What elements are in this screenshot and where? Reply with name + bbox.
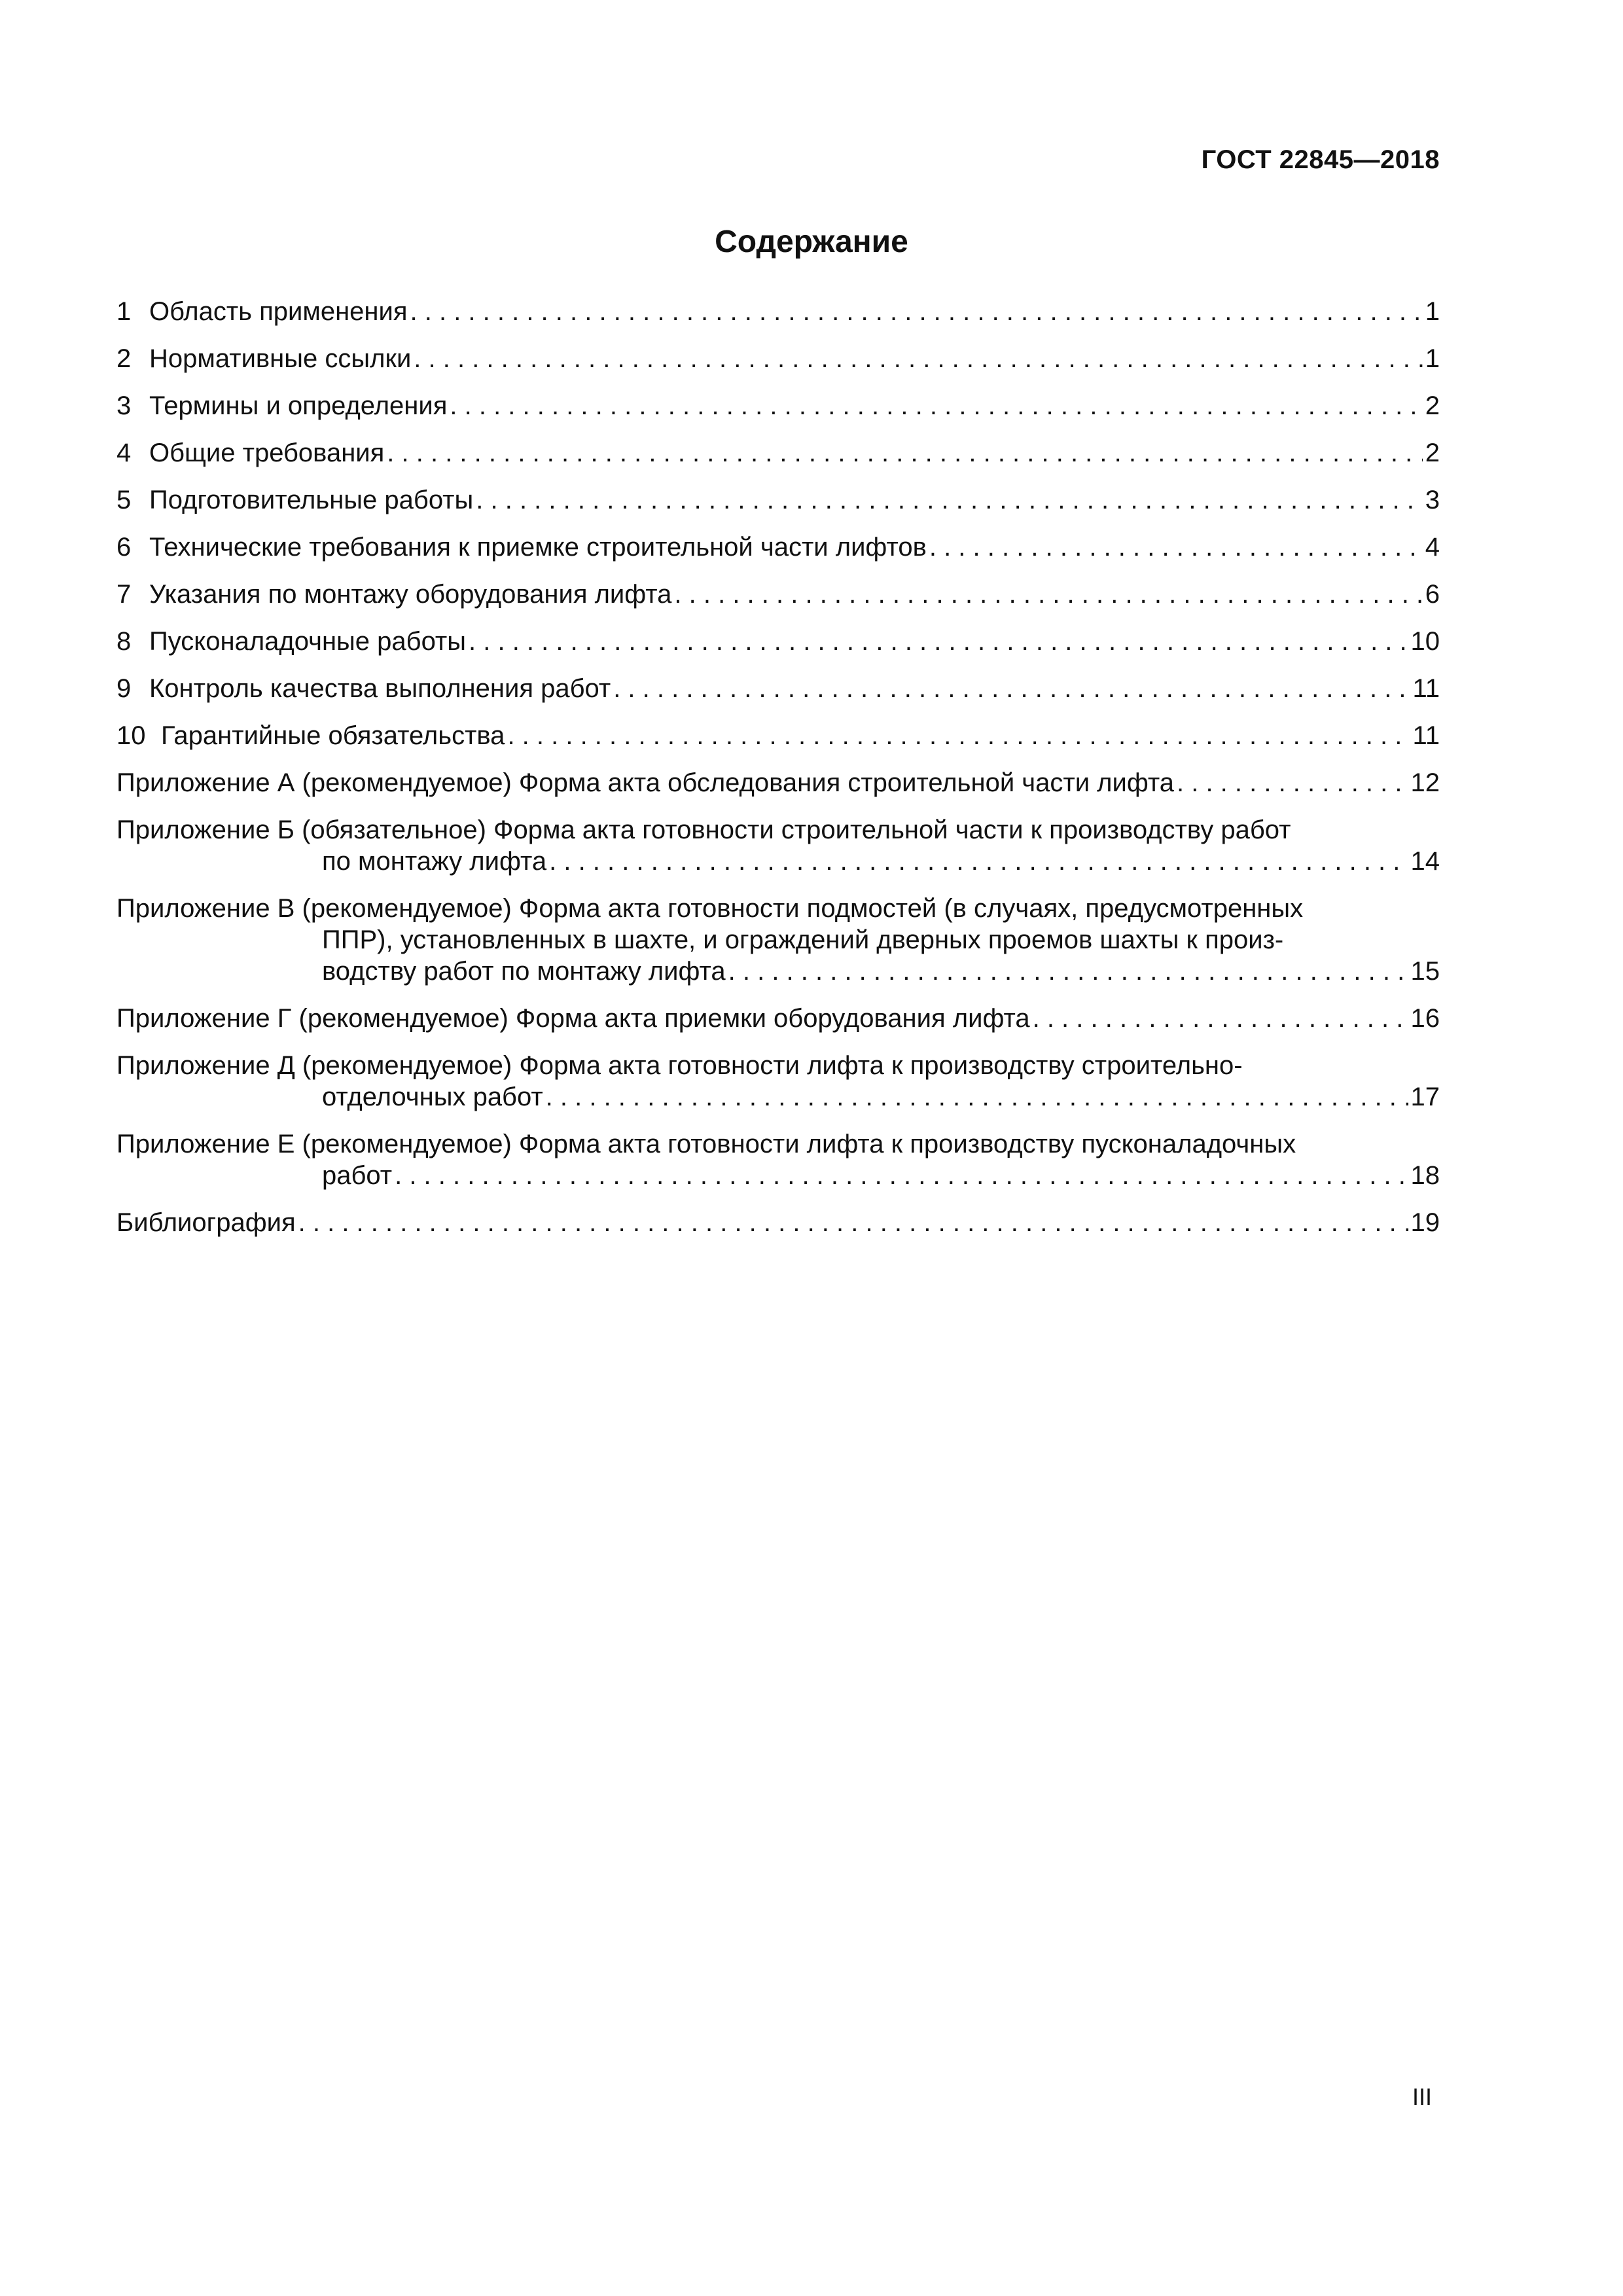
toc-entry-last-line [116, 846, 1440, 877]
toc-entry-text: работ [322, 1161, 393, 1190]
toc-entry-last-line [116, 956, 1440, 987]
toc-entry-title [116, 816, 1291, 844]
toc-entry-number: 1 [116, 297, 132, 326]
toc-entry-title [322, 1160, 392, 1191]
toc-entry[interactable] [116, 437, 1440, 469]
dot-leader [414, 343, 1422, 374]
toc-entry-number: 2 [116, 344, 132, 373]
toc-entry-text: ППР), установленных в шахте, и ограждений дверных проемов шахты к произ- [322, 925, 1284, 954]
toc-entry-page: 1 [1425, 344, 1440, 373]
toc-entry-text: Приложение Г (рекомендуемое) Форма акта приемки оборудования лифта [116, 1004, 1030, 1033]
toc-entry-number: 8 [116, 627, 132, 656]
dot-leader [613, 673, 1410, 704]
toc-entry[interactable] [116, 1207, 1440, 1238]
toc-entry[interactable] [116, 390, 1440, 422]
toc-entry-title [322, 1081, 543, 1113]
toc-entry-text: Нормативные ссылки [149, 344, 412, 373]
dot-leader [507, 720, 1410, 751]
toc-entry[interactable] [116, 531, 1440, 563]
toc-entry[interactable] [116, 626, 1440, 657]
toc-entry-number: 6 [116, 533, 132, 562]
toc-entry-title [116, 894, 1303, 923]
toc-entry-number: 7 [116, 580, 132, 609]
toc-entry-title [116, 296, 408, 327]
toc-entry-line [116, 1050, 1440, 1081]
toc-entry-last-line [116, 390, 1440, 422]
dot-leader [469, 626, 1408, 657]
dot-leader [674, 579, 1422, 610]
toc-entry-title [116, 1207, 296, 1238]
toc-entry-title [116, 767, 1174, 798]
toc-entry-last-line [116, 437, 1440, 469]
toc-entry-last-line [116, 531, 1440, 563]
dot-leader [929, 531, 1423, 563]
toc-title: Содержание [715, 224, 908, 259]
toc-entry-line [116, 924, 1440, 956]
toc-entry[interactable] [116, 484, 1440, 516]
toc-entry-page: 19 [1410, 1208, 1440, 1237]
toc-entry-title [322, 925, 1283, 954]
toc-entry-text: Приложение Е (рекомендуемое) Форма акта готовности лифта к производству пусконаладочных [116, 1130, 1296, 1158]
toc-entry[interactable] [116, 1128, 1440, 1191]
dot-leader [546, 1081, 1408, 1113]
toc-entry-page: 18 [1410, 1161, 1440, 1190]
toc-entry-text: по монтажу лифта [322, 847, 547, 876]
toc-entry-text: Область применения [149, 297, 408, 326]
toc-entry-text: Технические требования к приемке строительной части лифтов [149, 533, 927, 562]
dot-leader [549, 846, 1408, 877]
toc-entry[interactable] [116, 814, 1440, 877]
dot-leader [395, 1160, 1408, 1191]
toc-entry-page: 3 [1425, 486, 1440, 514]
toc-entry-text: Термины и определения [149, 391, 448, 420]
toc-entry-title [116, 437, 384, 469]
toc-entry-last-line [116, 1160, 1440, 1191]
toc-entry-title [116, 390, 447, 422]
toc-entry-page: 12 [1410, 768, 1440, 797]
toc-entry-text: Гарантийные обязательства [161, 721, 505, 750]
dot-leader [1177, 767, 1408, 798]
toc-entry-text: Указания по монтажу оборудования лифта [149, 580, 672, 609]
toc-entry[interactable] [116, 1003, 1440, 1034]
toc-entry-page: 2 [1425, 391, 1440, 420]
toc-entry-number: 10 [116, 721, 146, 750]
toc-entry-text: Приложение В (рекомендуемое) Форма акта готовности подмостей (в случаях, предусмотренных [116, 894, 1304, 923]
toc-entry-text: Библиография [116, 1208, 296, 1237]
toc-entry-text: Приложение Д (рекомендуемое) Форма акта готовности лифта к производству строительно- [116, 1051, 1243, 1080]
toc-entry-title [322, 956, 726, 987]
toc-entry-title [116, 626, 466, 657]
toc-entry-page: 15 [1410, 957, 1440, 986]
toc-entry-last-line [116, 626, 1440, 657]
toc-entry-page: 2 [1425, 439, 1440, 467]
toc-entry[interactable] [116, 579, 1440, 610]
toc-entry-title [116, 720, 505, 751]
toc-entry-text: отделочных работ [322, 1083, 543, 1111]
toc-entry-number: 9 [116, 674, 132, 703]
toc-entry-last-line [116, 484, 1440, 516]
toc-entry-text: Приложение А (рекомендуемое) Форма акта обследования строительной части лифта [116, 768, 1174, 797]
toc-entry-title [116, 531, 927, 563]
page-number: III [1412, 2083, 1432, 2110]
toc-entry-page: 10 [1410, 627, 1440, 656]
toc-entry-number: 3 [116, 391, 132, 420]
toc-entry-text: Контроль качества выполнения работ [149, 674, 611, 703]
toc-entry-text: Приложение Б (обязательное) Форма акта готовности строительной части к производству работ [116, 816, 1291, 844]
toc-entry-text: Подготовительные работы [149, 486, 474, 514]
toc-entry-last-line [116, 1207, 1440, 1238]
dot-leader [298, 1207, 1408, 1238]
table-of-contents [116, 296, 1440, 1254]
toc-entry-title [116, 673, 611, 704]
toc-entry-page: 4 [1425, 533, 1440, 562]
toc-entry-last-line [116, 296, 1440, 327]
dot-leader [1033, 1003, 1408, 1034]
toc-entry-page: 11 [1412, 721, 1440, 750]
toc-entry-text: Пусконаладочные работы [149, 627, 467, 656]
toc-entry[interactable] [116, 296, 1440, 327]
toc-entry-last-line [116, 1081, 1440, 1113]
toc-entry-title [116, 1003, 1030, 1034]
toc-entry-line [116, 1128, 1440, 1160]
toc-entry[interactable] [116, 673, 1440, 704]
toc-entry[interactable] [116, 343, 1440, 374]
toc-entry-page: 6 [1425, 580, 1440, 609]
toc-entry-title [116, 343, 411, 374]
toc-entry-text: водству работ по монтажу лифта [322, 957, 726, 986]
toc-entry[interactable] [116, 1050, 1440, 1113]
toc-entry-last-line [116, 720, 1440, 751]
toc-entry-page: 16 [1410, 1004, 1440, 1033]
toc-entry-title [322, 846, 546, 877]
dot-leader [728, 956, 1408, 987]
toc-entry-page: 14 [1410, 847, 1440, 876]
toc-entry[interactable] [116, 767, 1440, 798]
dot-leader [387, 437, 1422, 469]
toc-entry-text: Общие требования [149, 439, 385, 467]
toc-entry-title [116, 484, 473, 516]
toc-entry-number: 4 [116, 439, 132, 467]
standard-designation: ГОСТ 22845—2018 [1201, 145, 1440, 174]
toc-entry-title [116, 579, 671, 610]
toc-entry-title [116, 1051, 1243, 1080]
toc-entry[interactable] [116, 893, 1440, 987]
dot-leader [476, 484, 1422, 516]
toc-entry-last-line [116, 343, 1440, 374]
dot-leader [450, 390, 1422, 422]
toc-entry-line [116, 814, 1440, 846]
toc-entry-last-line [116, 673, 1440, 704]
toc-entry[interactable] [116, 720, 1440, 751]
toc-entry-last-line [116, 767, 1440, 798]
toc-entry-page: 1 [1425, 297, 1440, 326]
toc-entry-page: 17 [1410, 1083, 1440, 1111]
toc-entry-number: 5 [116, 486, 132, 514]
dot-leader [410, 296, 1423, 327]
toc-entry-last-line [116, 1003, 1440, 1034]
toc-entry-line [116, 893, 1440, 924]
toc-entry-page: 11 [1412, 674, 1440, 703]
toc-entry-last-line [116, 579, 1440, 610]
toc-entry-title [116, 1130, 1296, 1158]
